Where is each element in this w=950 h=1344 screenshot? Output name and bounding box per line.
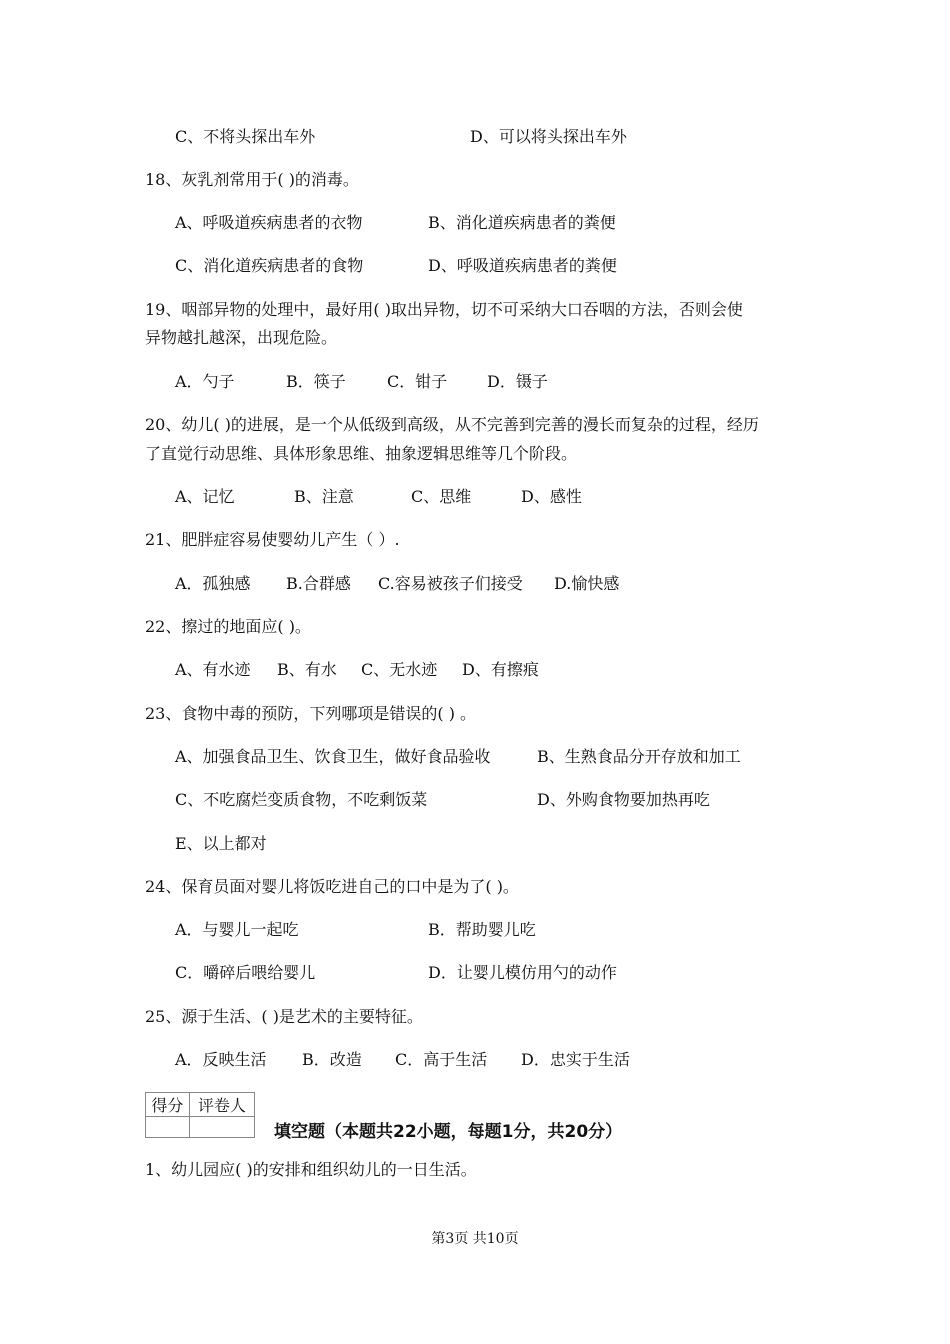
q24-option-c: C．嚼碎后喂给婴儿	[175, 963, 316, 982]
q23-option-b: B、生熟食品分开存放和加工	[537, 747, 741, 766]
q23-option-c: C、不吃腐烂变质食物，不吃剩饭菜	[175, 790, 428, 809]
grader-cell[interactable]	[189, 1117, 254, 1138]
question-21: 21、肥胖症容易使婴幼儿产生（ ）.	[145, 530, 400, 549]
q18-option-d: D、呼吸道疾病患者的粪便	[428, 256, 617, 275]
q17-option-c: C、不将头探出车外	[175, 127, 316, 146]
q24-option-b: B．帮助婴儿吃	[428, 920, 536, 939]
q19-option-a: A．勺子	[175, 372, 235, 391]
q21-option-a: A．孤独感	[175, 574, 251, 593]
section-title-fill-in: 填空题（本题共22小题，每题1分，共20分）	[274, 1122, 623, 1142]
q23-option-d: D、外购食物要加热再吃	[537, 790, 710, 809]
question-20-line-2: 了直觉行动思维、具体形象思维、抽象逻辑思维等几个阶段。	[145, 444, 578, 463]
q25-option-d: D．忠实于生活	[521, 1050, 630, 1069]
question-24: 24、保育员面对婴儿将饭吃进自己的口中是为了( )。	[145, 877, 519, 896]
q21-option-d: D.愉快感	[554, 574, 620, 593]
q25-option-c: C．高于生活	[395, 1050, 488, 1069]
score-cell[interactable]	[146, 1117, 190, 1138]
q20-option-d: D、感性	[521, 487, 582, 506]
q22-option-d: D、有擦痕	[462, 660, 539, 679]
q19-option-b: B．筷子	[286, 372, 346, 391]
q21-option-c: C.容易被孩子们接受	[378, 574, 523, 593]
score-table	[145, 1092, 255, 1138]
grader-header: 评卷人	[189, 1093, 254, 1117]
q17-option-d: D、可以将头探出车外	[470, 127, 627, 146]
question-19-line-1: 19、咽部异物的处理中，最好用( )取出异物，切不可采纳大口吞咽的方法，否则会使	[145, 300, 743, 319]
q23-option-e: E、以上都对	[175, 834, 267, 853]
q22-option-b: B、有水	[277, 660, 337, 679]
q20-option-a: A、记忆	[175, 487, 235, 506]
q23-option-a: A、加强食品卫生、饮食卫生，做好食品验收	[175, 747, 491, 766]
q20-option-b: B、注意	[294, 487, 354, 506]
question-22: 22、擦过的地面应( )。	[145, 617, 311, 636]
q18-option-a: A、呼吸道疾病患者的衣物	[175, 213, 363, 232]
question-20-line-1: 20、幼儿( )的进展，是一个从低级到高级，从不完善到完善的漫长而复杂的过程，经历	[145, 415, 759, 434]
q22-option-c: C、无水迹	[361, 660, 438, 679]
question-25: 25、源于生活、( )是艺术的主要特征。	[145, 1007, 423, 1026]
q18-option-b: B、消化道疾病患者的粪便	[428, 213, 616, 232]
q24-option-a: A．与婴儿一起吃	[175, 920, 299, 939]
question-19-line-2: 异物越扎越深，出现危险。	[145, 328, 338, 347]
q20-option-c: C、思维	[411, 487, 472, 506]
q25-option-b: B．改造	[302, 1050, 362, 1069]
score-header: 得分	[146, 1093, 190, 1117]
q19-option-d: D．镊子	[487, 372, 548, 391]
q22-option-a: A、有水迹	[175, 660, 251, 679]
q24-option-d: D．让婴儿模仿用勺的动作	[428, 963, 617, 982]
q18-option-c: C、消化道疾病患者的食物	[175, 256, 364, 275]
fill-question-1: 1、幼儿园应( )的安排和组织幼儿的一日生活。	[145, 1160, 477, 1179]
question-18: 18、灰乳剂常用于( )的消毒。	[145, 170, 359, 189]
q19-option-c: C．钳子	[387, 372, 448, 391]
page-footer: 第3页 共10页	[431, 1231, 519, 1247]
q25-option-a: A．反映生活	[175, 1050, 267, 1069]
question-23: 23、食物中毒的预防，下列哪项是错误的( ) 。	[145, 704, 477, 723]
q21-option-b: B.合群感	[286, 574, 351, 593]
